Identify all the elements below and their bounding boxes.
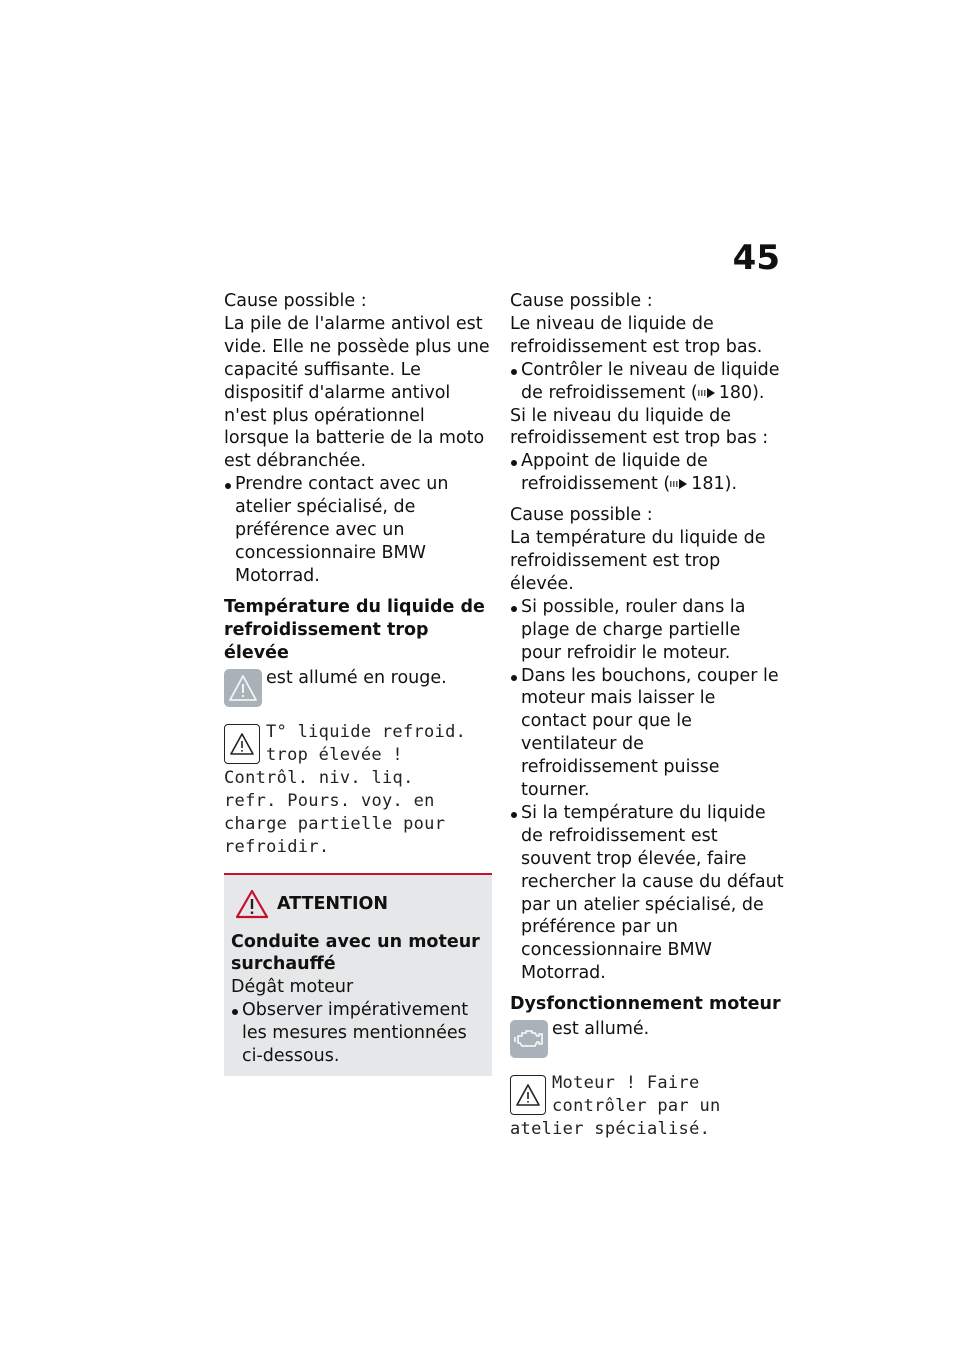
attention-consequence: Dégât moteur bbox=[231, 977, 354, 998]
display-line-1: Moteur ! Faire bbox=[552, 1073, 700, 1094]
engine-lamp-row bbox=[510, 1018, 785, 1058]
right-column bbox=[510, 290, 785, 1141]
list-item: Contrôler le niveau de liquide de refroidissement ( 180). bbox=[510, 359, 785, 405]
attention-title: ATTENTION bbox=[235, 889, 484, 919]
lamp-status-text: est allumé en rouge. bbox=[266, 667, 447, 688]
display-line-1: T° liquide refroid. bbox=[266, 721, 467, 742]
cause-text: Le niveau de liquide de refroidissement est trop bas. bbox=[510, 313, 763, 357]
cause-label: Cause possible : bbox=[510, 291, 653, 311]
list-item: Appoint de liquide de refroidissement ( 181). bbox=[510, 450, 785, 496]
cause-label: Cause possible : bbox=[510, 505, 653, 526]
cause-label: Cause possible : bbox=[224, 291, 367, 311]
page-reference[interactable]: 181 bbox=[691, 474, 725, 495]
section-heading: Dysfonctionnement moteur bbox=[510, 994, 781, 1015]
lamp-status-text: est allumé. bbox=[552, 1019, 650, 1040]
topup-bullets bbox=[510, 450, 785, 496]
attention-box bbox=[224, 873, 492, 1076]
warning-triangle-icon bbox=[224, 669, 262, 707]
page-number: 45 bbox=[732, 238, 780, 278]
display-message-row bbox=[510, 1072, 785, 1118]
cause-text: La température du liquide de refroidissement est trop élevée. bbox=[510, 528, 766, 594]
display-warning-icon bbox=[510, 1075, 546, 1115]
list-item: Si possible, rouler dans la plage de charge partielle pour refroidir le moteur. bbox=[510, 596, 785, 665]
attention-bullets bbox=[231, 999, 484, 1068]
display-line-2: trop élevée ! bbox=[266, 744, 403, 765]
page-reference-arrow-icon bbox=[698, 387, 716, 399]
section-heading: Température du liquide de refroidissement trop élevée bbox=[224, 596, 485, 663]
warning-lamp-row bbox=[224, 667, 492, 707]
low-level-text: Si le niveau du liquide de refroidissement est trop bas : bbox=[510, 405, 769, 449]
check-bullets bbox=[510, 359, 785, 405]
attention-warning-icon bbox=[235, 889, 269, 919]
list-item: Prendre contact avec un atelier spécialisé, de préférence avec un concessionnaire BMW Motorrad. bbox=[224, 473, 492, 588]
display-message-row bbox=[224, 721, 492, 767]
list-item: Observer impérativement les mesures mentionnées ci-dessous. bbox=[231, 999, 484, 1068]
list-item: Si la température du liquide de refroidissement est souvent trop élevée, faire rechercher la cause du défaut par un atelier spécialisé, de préférence par un concessionnaire BMW Motorrad. bbox=[510, 802, 785, 985]
page-reference[interactable]: 180 bbox=[718, 382, 753, 403]
cause-text: La pile de l'alarme antivol est vide. Elle ne possède plus une capacité suffisante. Le dispositif d'alarme antivol n'est plus opérationnel lorsque la batterie de la moto est débranchée. bbox=[224, 313, 490, 472]
cause-bullets bbox=[224, 473, 492, 588]
list-item: Dans les bouchons, couper le moteur mais laisser le contact pour que le ventilateur de refroidissement puisse tourner. bbox=[510, 665, 785, 802]
display-line-2: contrôler par un bbox=[552, 1096, 721, 1117]
cause-bullets bbox=[510, 596, 785, 985]
left-column bbox=[224, 290, 492, 1076]
display-warning-icon bbox=[224, 724, 260, 764]
display-message-rest: atelier spécialisé. bbox=[510, 1119, 711, 1140]
engine-icon bbox=[510, 1020, 548, 1058]
page-reference-arrow-icon bbox=[670, 478, 688, 490]
attention-subtitle: Conduite avec un moteur surchauffé bbox=[231, 931, 480, 975]
display-message-rest: Contrôl. niv. liq. refr. Pours. voy. en charge partielle pour refroidir. bbox=[224, 767, 446, 857]
